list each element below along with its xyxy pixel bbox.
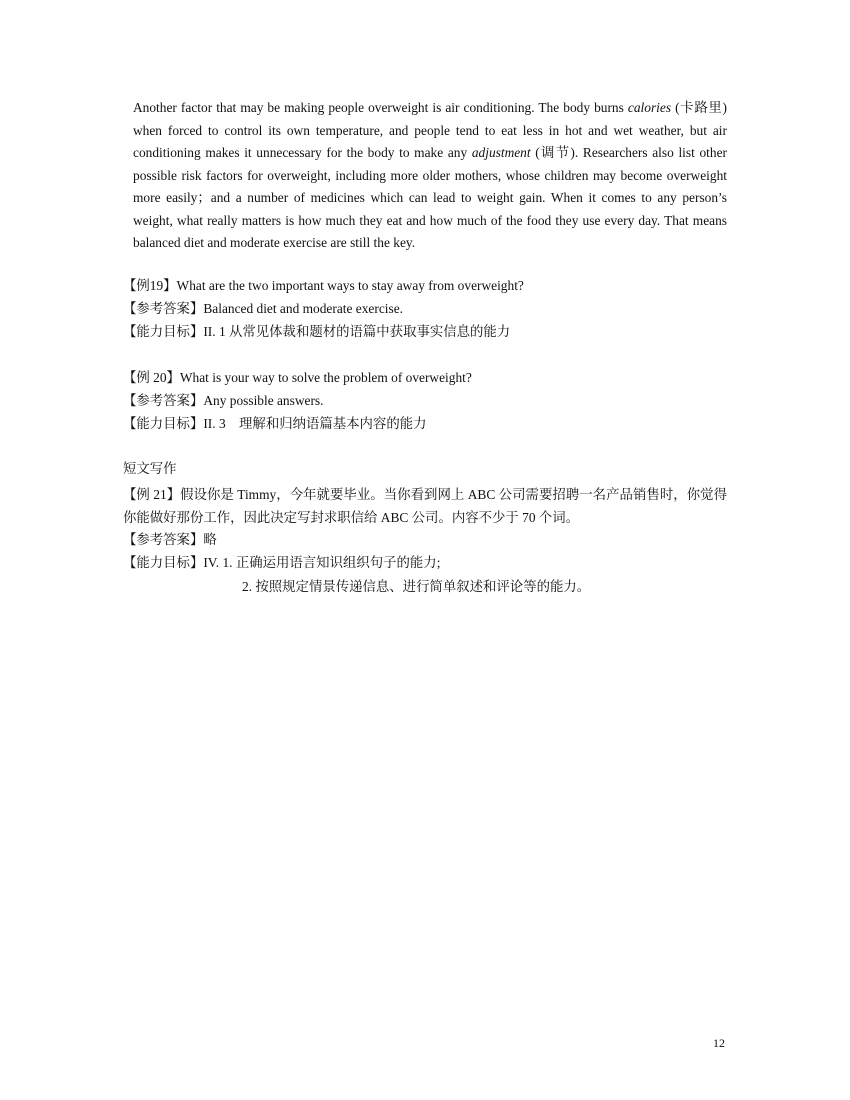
q20-goal: 【能力目标】II. 3 理解和归纳语篇基本内容的能力 xyxy=(123,416,427,431)
term-adjustment: adjustment xyxy=(471,145,531,160)
passage-text-3: (调节). Researchers also list other possible risk factors for overweight, including more older mothers, whose children may become overweight more easily；and a number of medicines which can lead to weight gain. When it comes to any person’s weight, what really matters is how much they eat and how much of the food they use every day. That means balanced diet and moderate exercise are still the key. xyxy=(133,145,727,250)
writing-heading: 短文写作 xyxy=(123,461,177,476)
passage-text-2: (卡路里) when forced to control its own temperature, and people tend to eat less in hot and wet weather, but air conditioning makes it unnecessary for the body to make any xyxy=(133,100,727,160)
q21-goal-1: 【能力目标】IV. 1. 正确运用语言知识组织句子的能力; xyxy=(123,555,441,570)
q20-question: 【例 20】What is your way to solve the problem of overweight? xyxy=(123,370,472,385)
q21-goal-2: 2. 按照规定情景传递信息、进行简单叙述和评论等的能力。 xyxy=(242,579,591,594)
passage-text-1: Another factor that may be making people overweight is air conditioning. The body burns xyxy=(133,100,628,115)
q21-question: 【例 21】假设你是 Timmy，今年就要毕业。当你看到网上 ABC 公司需要招聘一名产品销售时，你觉得你能做好那份工作，因此决定写封求职信给 ABC 公司。内容不少于 70 个词。 xyxy=(123,487,727,525)
q19-goal: 【能力目标】II. 1 从常见体裁和题材的语篇中获取事实信息的能力 xyxy=(123,324,511,339)
term-calories: calories xyxy=(627,100,672,115)
q19-question: 【例19】What are the two important ways to stay away from overweight? xyxy=(123,278,524,293)
page-number: 12 xyxy=(713,1036,725,1050)
passage-paragraph xyxy=(133,97,727,255)
q20-answer: 【参考答案】Any possible answers. xyxy=(123,393,324,408)
q21-answer: 【参考答案】略 xyxy=(123,532,217,547)
q19-answer: 【参考答案】Balanced diet and moderate exercise. xyxy=(123,301,403,316)
